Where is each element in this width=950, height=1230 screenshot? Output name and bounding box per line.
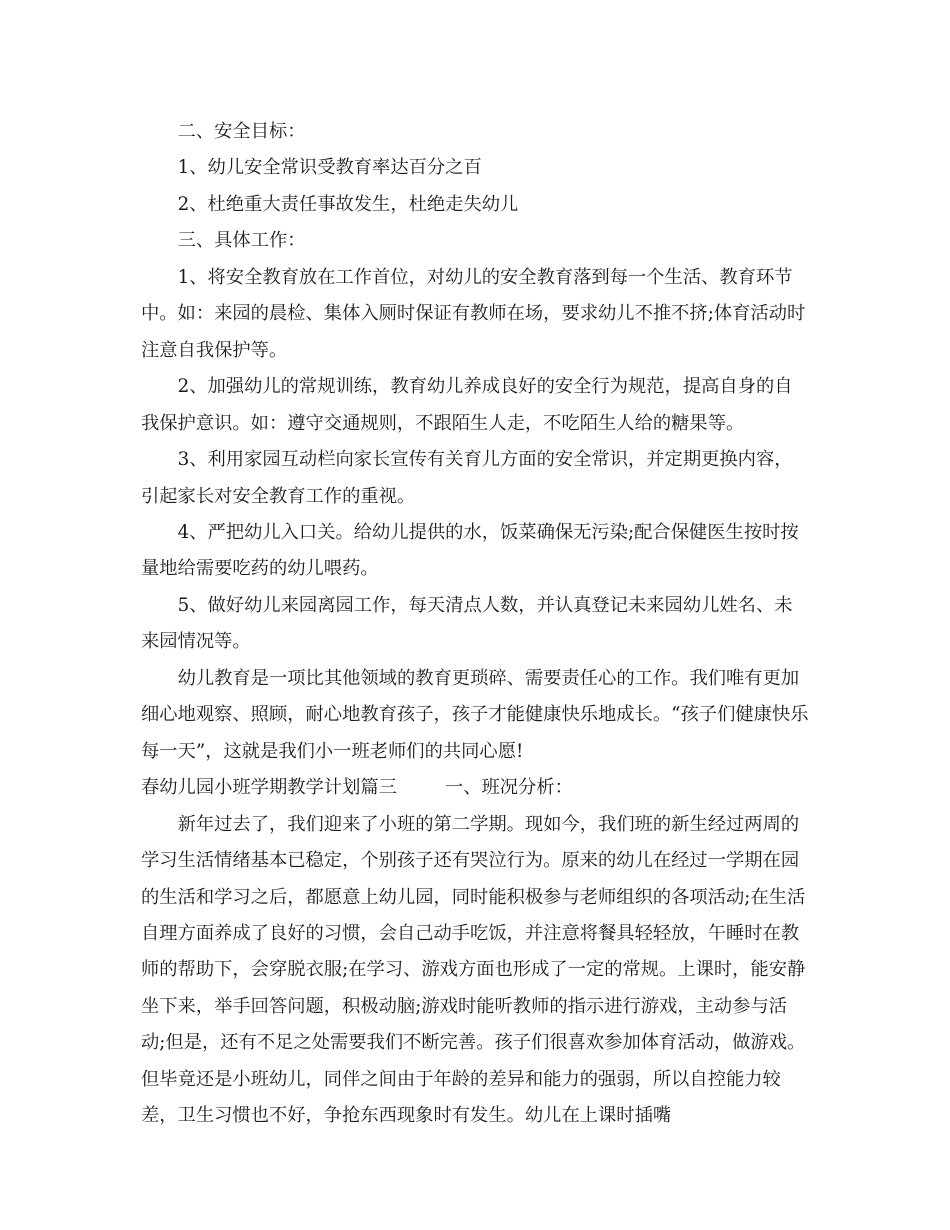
work-item-5: 5、做好幼儿来园离园工作，每天清点人数，并认真登记未来园幼儿姓名、未来园情况等。 <box>141 594 793 653</box>
section-heading-line <box>141 770 809 806</box>
specific-work-heading: 三、具体工作： <box>177 230 306 252</box>
work-item-1: 1、将安全教育放在工作首位，对幼儿的安全教育落到每一个生活、教育环节中。如：来园的晨检、集体入厕时保证有教师在场，要求幼儿不推不挤;体育活动时注意自我保护等。 <box>141 266 806 361</box>
work-item-2: 2、加强幼儿的常规训练，教育幼儿养成良好的安全行为规范，提高自身的自我保护意识。如：遵守交通规则，不跟陌生人走，不吃陌生人给的糖果等。 <box>141 376 793 434</box>
document-body <box>141 114 809 1135</box>
safety-goal-1: 1、幼儿安全常识受教育率达百分之百 <box>177 157 482 179</box>
work-item-4: 4、严把幼儿入口关。给幼儿提供的水，饭菜确保无污染;配合保健医生按时按量地给需要吃药的幼儿喂药。 <box>141 521 799 580</box>
safety-goals-heading: 二、安全目标： <box>177 121 306 142</box>
section-title: 春幼儿园小班学期教学计划篇三 <box>141 777 397 799</box>
work-item-3: 3、利用家园互动栏向家长宣传有关育儿方面的安全常识，并定期更换内容，引起家长对安全教育工作的重视。 <box>141 449 793 507</box>
class-analysis-heading: 一、班况分析： <box>444 777 573 799</box>
safety-goal-2: 2、杜绝重大责任事故发生，杜绝走失幼儿 <box>177 193 519 215</box>
class-analysis-paragraph: 新年过去了，我们迎来了小班的第二学期。现如今，我们班的新生经过两周的学习生活情绪基本已稳定，个别孩子还有哭泣行为。原来的幼儿在经过一学期在园的生活和学习之后，都愿意上幼儿园，同时能积极参与老师组织的各项活动;在生活自理方面养成了良好的习惯，会自己动手吃饭，并注意将餐具轻轻放，午睡时在教师的帮助下，会穿脱衣服;在学习、游戏方面也形成了一定的常规。上课时，能安静坐下来，举手回答问题，积极动脑;游戏时能听教师的指示进行游戏，主动参与活动;但是，还有不足之处需要我们不断完善。孩子们很喜欢参加体育活动，做游戏。但毕竟还是小班幼儿，同伴之间由于年龄的差异和能力的强弱，所以自控能力较差，卫生习惯也不好，争抢东西现象时有发生。幼儿在上课时插嘴 <box>141 813 806 1127</box>
closing-paragraph: 幼儿教育是一项比其他领域的教育更琐碎、需要责任心的工作。我们唯有更加细心地观察、照顾，耐心地教育孩子，孩子才能健康快乐地成长。“孩子们健康快乐每一天”，这就是我们小一班老师们的共同心愿! <box>141 667 809 762</box>
